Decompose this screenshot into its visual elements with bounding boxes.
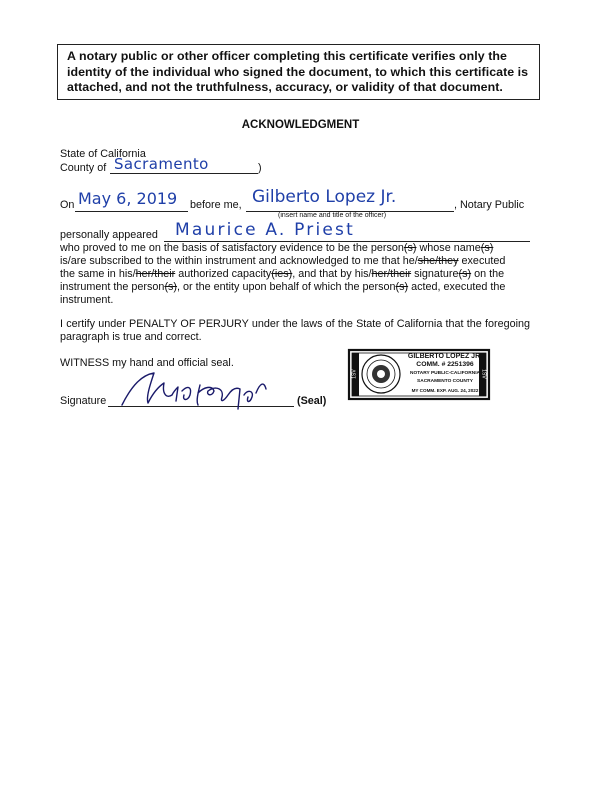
signature-label: Signature: [60, 395, 107, 407]
certify-paragraph: I certify under PENALTY OF PERJURY under the laws of the State of California that the foregoing paragraph is true and correct.: [60, 318, 530, 343]
svg-text:1SV: 1SV: [480, 369, 487, 379]
seal-label: (Seal): [297, 395, 327, 407]
officer-handwritten-value: Gilberto Lopez Jr.: [252, 187, 397, 207]
personally-appeared-label: personally appeared: [60, 229, 158, 241]
date-handwritten-value: May 6, 2019: [78, 189, 178, 208]
body-line-3: the same in his/her/their authorized capacity(ies), and that by his/her/their signature(s) on the: [60, 267, 505, 280]
svg-text:1SV: 1SV: [351, 369, 358, 379]
before-me-label: before me,: [190, 199, 242, 211]
notary-stamp: [343, 347, 493, 402]
county-underline: [110, 173, 258, 174]
stamp-title: NOTARY PUBLIC-CALIFORNIA: [410, 370, 480, 376]
officer-hint: (insert name and title of the officer): [278, 212, 387, 219]
witness-line: WITNESS my hand and official seal.: [60, 357, 234, 369]
body-line-4: instrument the person(s), or the entity upon behalf of which the person(s) acted, executed the: [60, 280, 506, 293]
county-close-paren: ): [258, 162, 262, 174]
acknowledgment-body: [60, 242, 530, 307]
stamp-name: GILBERTO LOPEZ JR.: [407, 353, 483, 360]
stamp-county: SACRAMENTO COUNTY: [417, 379, 473, 385]
handwritten-signature: [112, 365, 277, 415]
body-line-2: is/are subscribed to the within instrument and acknowledged to me that he/she/they executed: [60, 254, 506, 267]
on-label: On: [60, 199, 75, 211]
document-title: ACKNOWLEDGMENT: [241, 119, 360, 131]
notary-disclaimer-box: [57, 44, 540, 100]
stamp-exp: MY COMM. EXP. AUG. 24, 2022: [411, 387, 479, 393]
county-label: County of: [60, 162, 107, 174]
notary-disclaimer-text: A notary public or other officer completing this certificate verifies only the identity of the individual who signed the document, to which this certificate is attached, and not the truthfulness, accuracy, or validity of that document.: [67, 49, 529, 94]
appeared-handwritten-value: Maurice A. Priest: [175, 220, 355, 240]
state-line: State of California: [60, 148, 146, 160]
county-handwritten-value: Sacramento: [114, 155, 209, 173]
stamp-comm: COMM. # 2251396: [416, 361, 474, 369]
date-underline: [75, 211, 188, 212]
body-line-5: instrument.: [60, 293, 114, 306]
notary-public-label: , Notary Public: [454, 199, 525, 211]
body-line-1: who proved to me on the basis of satisfactory evidence to be the person(s) whose name(s): [60, 242, 494, 254]
